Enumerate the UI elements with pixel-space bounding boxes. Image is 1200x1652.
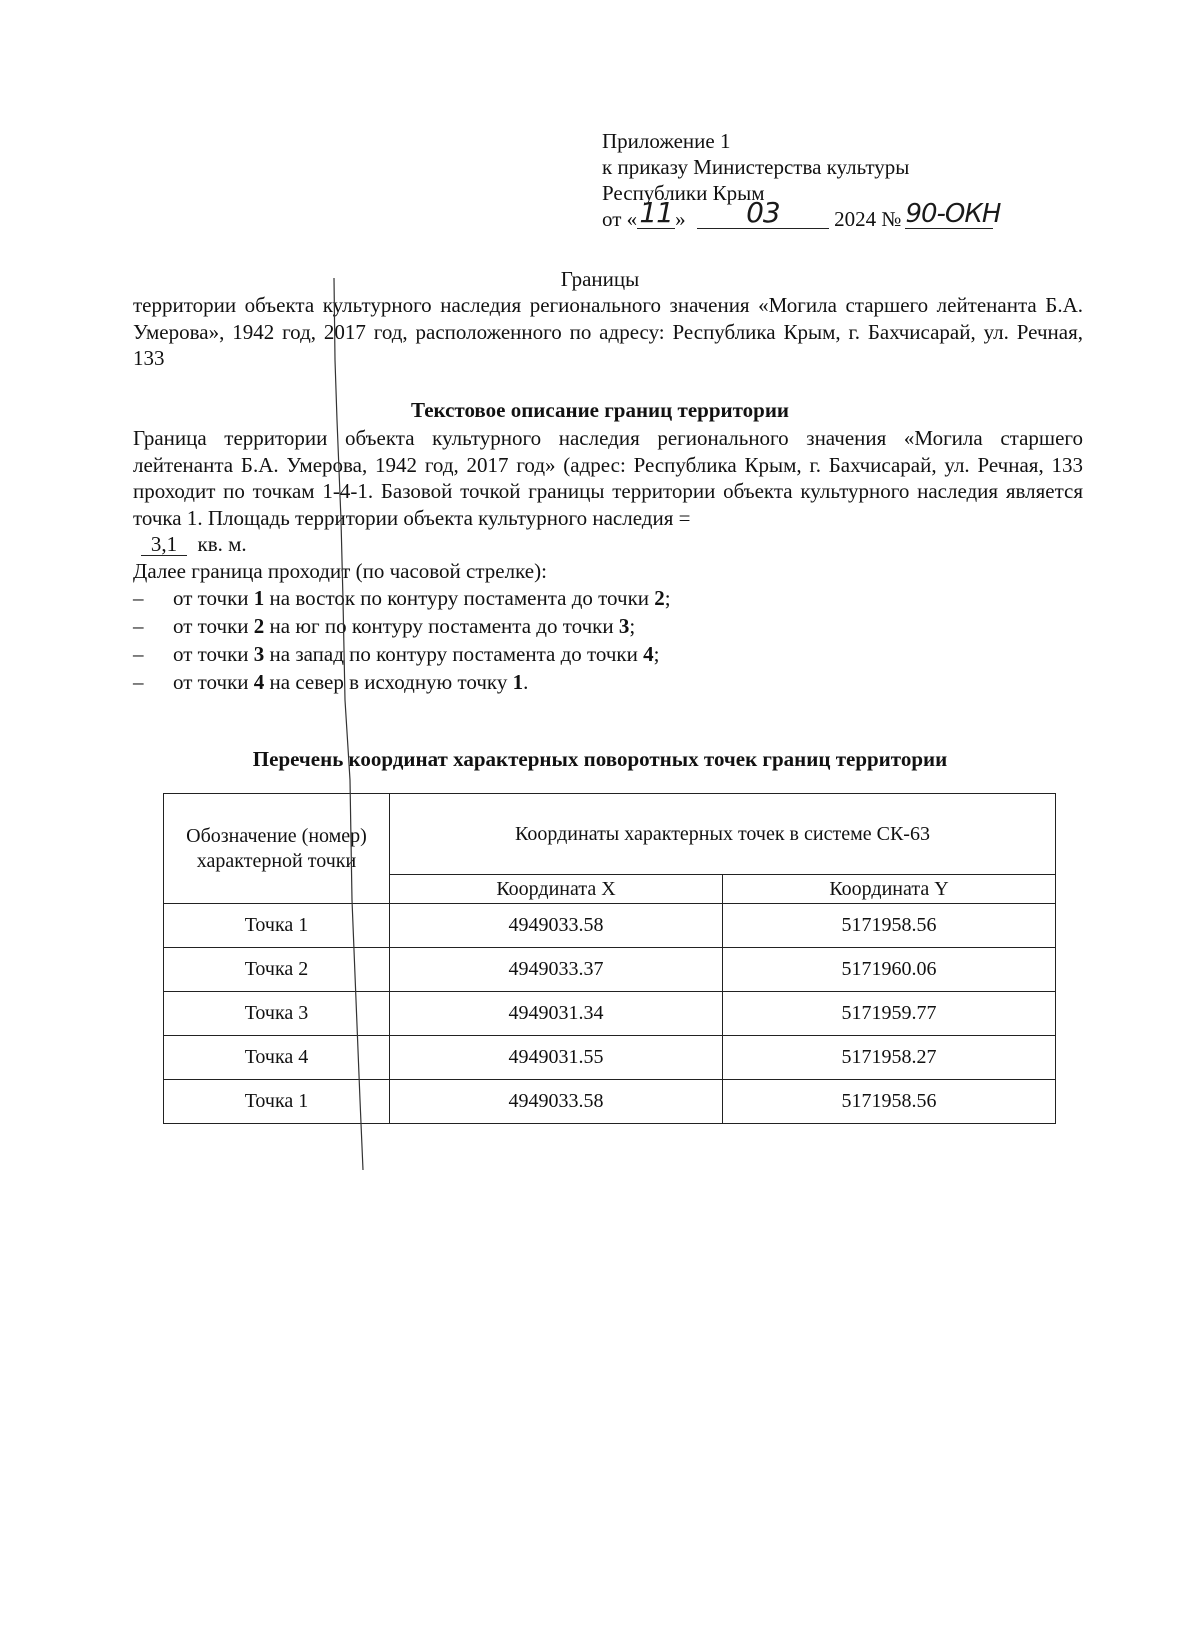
cell-y: 5171959.77	[723, 992, 1056, 1036]
area-unit: кв. м.	[197, 532, 247, 556]
table-row	[164, 992, 1056, 1036]
table-row	[164, 1036, 1056, 1080]
table-heading: Перечень координат характерных поворотных точек границ территории	[252, 747, 948, 771]
date-mid: »	[675, 207, 686, 231]
cell-x: 4949033.37	[390, 948, 723, 992]
cell-point: Точка 4	[164, 1036, 390, 1080]
cell-x: 4949033.58	[390, 904, 723, 948]
cell-point: Точка 1	[164, 1080, 390, 1124]
boundary-steps-list	[133, 584, 1083, 696]
cell-point: Точка 1	[164, 904, 390, 948]
cell-x: 4949031.34	[390, 992, 723, 1036]
description-text	[133, 425, 1083, 584]
title-text-body: территории объекта культурного наследия регионального значения «Могила старшего лейтенанта Б.А. Умерова», 1942 год, 2017 год, расположенного по адресу: Республика Крым, г. Бахчисарай, ул. Речная, 133	[133, 293, 1083, 370]
column-header-y: Координата Y	[723, 875, 1056, 904]
appendix-line-3: Республики Крым	[602, 181, 765, 205]
table-row	[164, 1080, 1056, 1124]
title-text	[133, 292, 1083, 372]
date-day: 11	[639, 196, 673, 229]
list-item: – от точки 4 на север в исходную точку 1.	[133, 670, 529, 694]
further-text: Далее граница проходит (по часовой стрелке):	[133, 558, 547, 583]
appendix-date-line	[602, 196, 1001, 232]
document-title: Границы	[560, 267, 640, 291]
cell-point: Точка 2	[164, 948, 390, 992]
order-number-field	[905, 199, 1001, 229]
date-prefix: от «	[602, 207, 638, 231]
cell-y: 5171958.27	[723, 1036, 1056, 1080]
cell-point: Точка 3	[164, 992, 390, 1036]
appendix-line-1: Приложение 1	[602, 129, 731, 153]
area-value-field	[141, 533, 187, 556]
coordinates-table	[163, 793, 1056, 1124]
description-body: Граница территории объекта культурного наследия регионального значения «Могила старшего лейтенанта Б.А. Умерова, 1942 год, 2017 год» (адрес: Республика Крым, г. Бахчисарай, ул. Речная, 133 проходит по точкам 1-4-1. Базовой точкой границы территории объекта культурного наследия является точка 1. Площадь территории объекта культурного наследия =	[133, 426, 1083, 530]
appendix-block	[602, 128, 1001, 232]
list-item: – от точки 3 на запад по контуру постамента до точки 4;	[133, 642, 660, 666]
table-header-row	[164, 794, 1056, 875]
description-heading: Текстовое описание границ территории	[410, 398, 790, 422]
area-value: 3,1	[150, 532, 178, 556]
date-month: 03	[746, 196, 780, 229]
cell-y: 5171960.06	[723, 948, 1056, 992]
area-line	[133, 531, 1083, 558]
cell-y: 5171958.56	[723, 1080, 1056, 1124]
cell-y: 5171958.56	[723, 904, 1056, 948]
table-row	[164, 948, 1056, 992]
date-day-field	[637, 196, 675, 229]
column-header-point: Обозначение (номер) характерной точки	[164, 794, 390, 904]
column-header-x: Координата X	[390, 875, 723, 904]
cell-x: 4949031.55	[390, 1036, 723, 1080]
table-row	[164, 904, 1056, 948]
list-item: – от точки 2 на юг по контуру постамента до точки 3;	[133, 614, 636, 638]
date-month-field	[697, 196, 829, 229]
order-number: 90-ОКН	[905, 199, 1001, 229]
date-year: 2024 №	[834, 207, 902, 231]
appendix-line-2: к приказу Министерства культуры	[602, 155, 910, 179]
list-item: – от точки 1 на восток по контуру постамента до точки 2;	[133, 586, 671, 610]
cell-x: 4949033.58	[390, 1080, 723, 1124]
column-header-coords: Координаты характерных точек в системе СК-63	[390, 794, 1056, 875]
